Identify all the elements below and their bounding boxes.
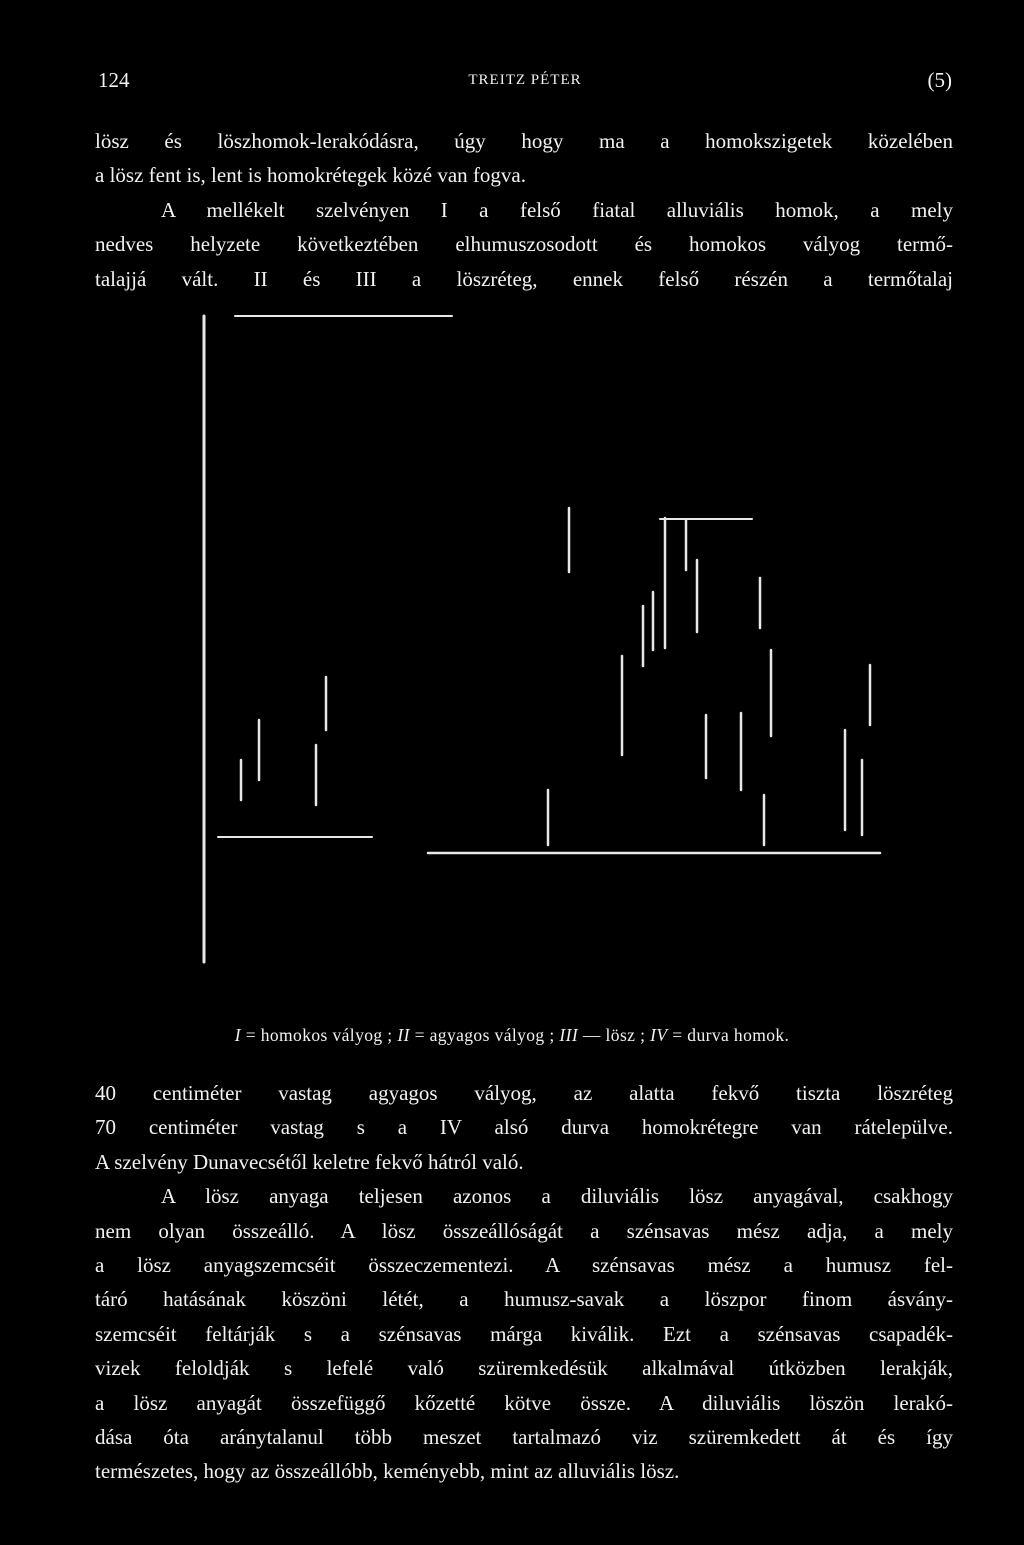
legend-symbol-iv: IV <box>650 1025 668 1045</box>
text-line: szemcséit feltárják s a szénsavas márga kiválik. Ezt a szénsavas csapadék- <box>95 1321 953 1346</box>
text-line: 70 centiméter vastag s a IV alsó durva homokrétegre van rátelepülve. <box>95 1115 953 1140</box>
text-line: A lösz anyaga teljesen azonos a diluviális lösz anyagával, csakhogy <box>161 1184 953 1209</box>
legend-text-iv: = durva homok. <box>667 1025 790 1045</box>
text-line: dása óta aránytalanul több meszet tartalmazó viz szüremkedett át és így <box>95 1425 953 1450</box>
paragraph-top <box>95 124 953 296</box>
figure-caption <box>100 1025 924 1046</box>
paragraph-bottom <box>95 1076 953 1489</box>
legend-text-ii: = agyagos vályog ; <box>409 1025 560 1045</box>
legend-symbol-i: I <box>234 1025 241 1045</box>
text-line: a lösz fent is, lent is homokrétegek közé van fogva. <box>95 163 526 188</box>
page-header <box>98 68 952 102</box>
legend-text-i: = homokos vályog ; <box>240 1025 398 1045</box>
text-line: természetes, hogy az összeállóbb, keményebb, mint az alluviális lösz. <box>95 1459 680 1484</box>
text-line: a lösz anyagszemcséit összeczementezi. A szénsavas mész a humusz fel- <box>95 1253 953 1278</box>
page-number: 124 <box>98 68 130 92</box>
text-line: nedves helyzete következtében elhumuszosodott és homokos vályog termő- <box>95 232 953 257</box>
legend-symbol-iii: III <box>559 1025 579 1045</box>
legend-text-iii: — lösz ; <box>578 1025 651 1045</box>
legend-symbol-ii: II <box>397 1025 410 1045</box>
text-line: nem olyan összeálló. A lösz összeállóságát a szénsavas mész adja, a mely <box>95 1218 953 1243</box>
text-line: vizek feloldják s lefelé való szüremkedésük alkalmával útközben lerakják, <box>95 1356 953 1381</box>
section-number: (5) <box>927 68 952 92</box>
text-line: táró hatásának köszöni létét, a humusz-savak a löszpor finom ásvány- <box>95 1287 953 1312</box>
text-line: A mellékelt szelvényen I a felső fiatal alluviális homok, a mely <box>161 197 953 222</box>
text-line: a lösz anyagát összefüggő kőzetté kötve össze. A diluviális löszön lerakó- <box>95 1390 953 1415</box>
running-head-author: TREITZ PÉTER <box>468 72 582 88</box>
text-line: talajjá vált. II és III a löszréteg, ennek felső részén a termőtalaj <box>95 266 953 291</box>
soil-profile-figure <box>0 300 1024 1020</box>
text-line: 40 centiméter vastag agyagos vályog, az alatta fekvő tiszta löszréteg <box>95 1081 953 1105</box>
text-line: lösz és löszhomok-lerakódásra, úgy hogy ma a homokszigetek közelében <box>95 129 953 153</box>
text-line: A szelvény Dunavecsétől keletre fekvő hátról való. <box>95 1149 524 1174</box>
